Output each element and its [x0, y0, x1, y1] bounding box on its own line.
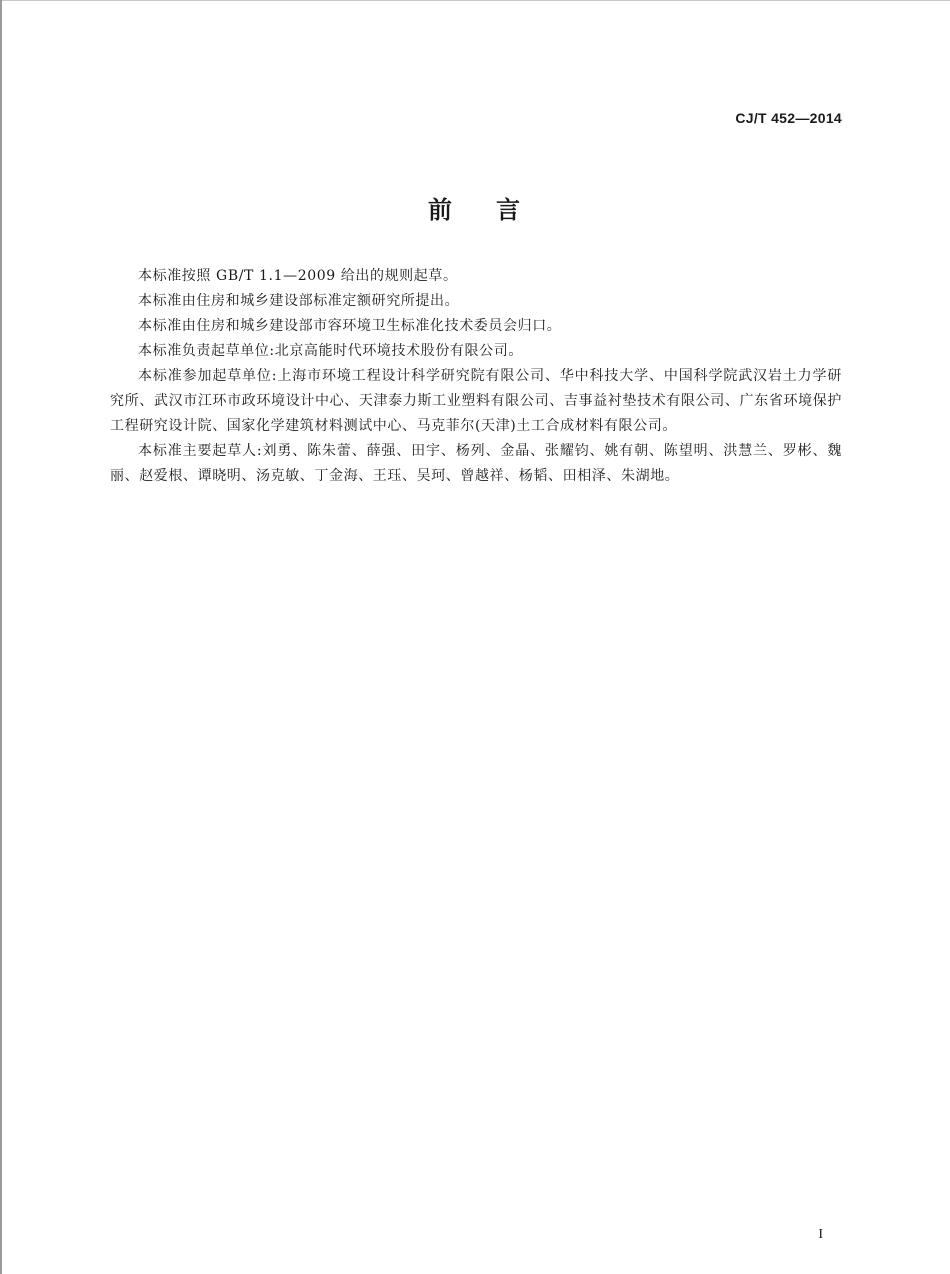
- paragraph-administrator: 本标准由住房和城乡建设部市容环境卫生标准化技术委员会归口。: [138, 318, 562, 334]
- paragraph-drafting-rules: 本标准按照 GB/T 1.1—2009 给出的规则起草。: [138, 268, 458, 284]
- title-char-1: 前: [428, 196, 454, 224]
- paragraph-participating-drafters: 本标准参加起草单位:上海市环境工程设计科学研究院有限公司、华中科技大学、中国科学院武汉岩土力学研究所、武汉市江环市政环境设计中心、天津泰力斯工业塑料有限公司、吉事益衬垫技术有限公司、广东省环境保护工程研究设计院、国家化学建筑材料测试中心、马克菲尔(天津)土工合成材料有限公司。: [110, 368, 842, 434]
- page-top-edge: [0, 0, 950, 1]
- standard-code: CJ/T 452—2014: [735, 110, 842, 126]
- page-title: [0, 190, 950, 225]
- title-char-2: 言: [496, 196, 522, 224]
- paragraph-lead-drafter: 本标准负责起草单位:北京高能时代环境技术股份有限公司。: [138, 343, 523, 359]
- page-number: I: [818, 1227, 823, 1242]
- paragraph-proposer: 本标准由住房和城乡建设部标准定额研究所提出。: [138, 293, 460, 309]
- paragraph-main-drafters: 本标准主要起草人:刘勇、陈朱蕾、薛强、田宇、杨列、金晶、张耀钧、姚有朝、陈望明、洪慧兰、罗彬、魏丽、赵爱根、谭晓明、汤克敏、丁金海、王珏、吴珂、曾越祥、杨韬、田相泽、朱湖地。: [110, 443, 842, 484]
- foreword-body: [110, 264, 842, 489]
